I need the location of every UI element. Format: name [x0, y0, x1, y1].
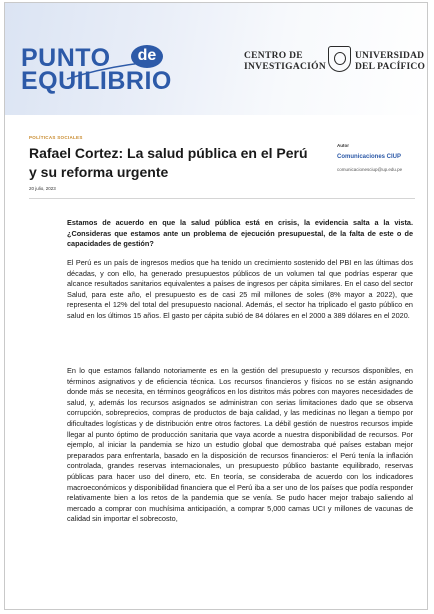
- author-email[interactable]: comunicacionesciup@up.edu.pe: [337, 167, 403, 172]
- article-category: POLÍTICAS SOCIALES: [29, 135, 83, 140]
- document-page: [4, 2, 428, 610]
- logo-de-badge: de: [131, 45, 163, 68]
- paragraph-1: El Perú es un país de ingresos medios que ha tenido un crecimiento sostenido del PBI en las últimas dos décadas, y con ello, ha generado presupuestos públicos de un volumen tal que podrías esperar que alcance resultados sanitarios equivalentes a países de ingresos per cápita similares. En el caso del sector Salud, para este año, el presupuesto es de casi 25 mil millones de soles (8% mayor a 2022), que representa el 12% del total del presupuesto nacional. Además, el sector ha triplicado el gasto público en salud en los últimos 15 años. El gasto per cápita subió de 84 dólares en el 2000 a 389 dólares en el 2020.: [67, 258, 413, 320]
- divider: [29, 198, 415, 199]
- article-date: 20 julio, 2023: [29, 186, 56, 191]
- paragraph-2: En lo que estamos fallando notoriamente es en la gestión del presupuesto y recursos disponibles, en términos asignativos y de eficiencia técnica. Los recursos financieros y físicos no se están asignando donde más se necesita, en términos geográficos en los distritos más pobres con mayores necesidades de salud, y, además los recursos asignados se administran con serias limitaciones dado que se observa corrupción, sobreprecios, compras de productos de baja calidad, y las medicinas no llegan a tiempo por dificultades logísticas y de distribución entre otros factores. La débil gestión de nuestros recursos impide llegar al punto óptimo de producción sanitaria que vaya acorde a nuestra disponibilidad de recursos. Por ejemplo, al iniciar la pandemia se hizo un estudio global que demostraba qué países estaban mejor preparados para enfrentarla, basado en la disposición de recursos financieros: el Perú tenía la inflación controlada, grandes reservas internacionales, un presupuesto público bastante equilibrado, reservas públicas para hacer uso del dinero, etc. En teoría, se consideraba de acuerdo con los indicadores macroeconómicos y disponibilidad financiera que el Perú iba a ser uno de los países que podía responder relativamente bien a los retos de la pandemia que se venía. Se pudo hacer mejor trabajo saliendo al mercado a comprar con muchísima anticipación, a comprar 5,000 camas UCI y millones de vacunas de calidad sin importar el sobrecosto,: [67, 366, 413, 524]
- university-name: UNIVERSIDAD DEL PACÍFICO: [355, 51, 426, 72]
- author-name[interactable]: Comunicaciones CIUP: [337, 154, 402, 160]
- logo-equilibrio: EQUILIBRIO: [21, 67, 172, 95]
- lead-question: Estamos de acuerdo en que la salud pública está en crisis, la evidencia salta a la vista. ¿Consideras que estamos ante un problema de ejecución presupuestal, de la falta de este o de capacidades de gestión?: [67, 218, 413, 249]
- article-title: Rafael Cortez: La salud pública en el Perú y su reforma urgente: [29, 145, 308, 180]
- research-center-name: CENTRO DE INVESTIGACIÓN: [244, 51, 327, 72]
- university-seal-icon: [328, 46, 351, 72]
- logo-punto: PUNTO: [21, 44, 111, 72]
- header-banner: [5, 3, 427, 115]
- author-label: Autor: [337, 143, 349, 148]
